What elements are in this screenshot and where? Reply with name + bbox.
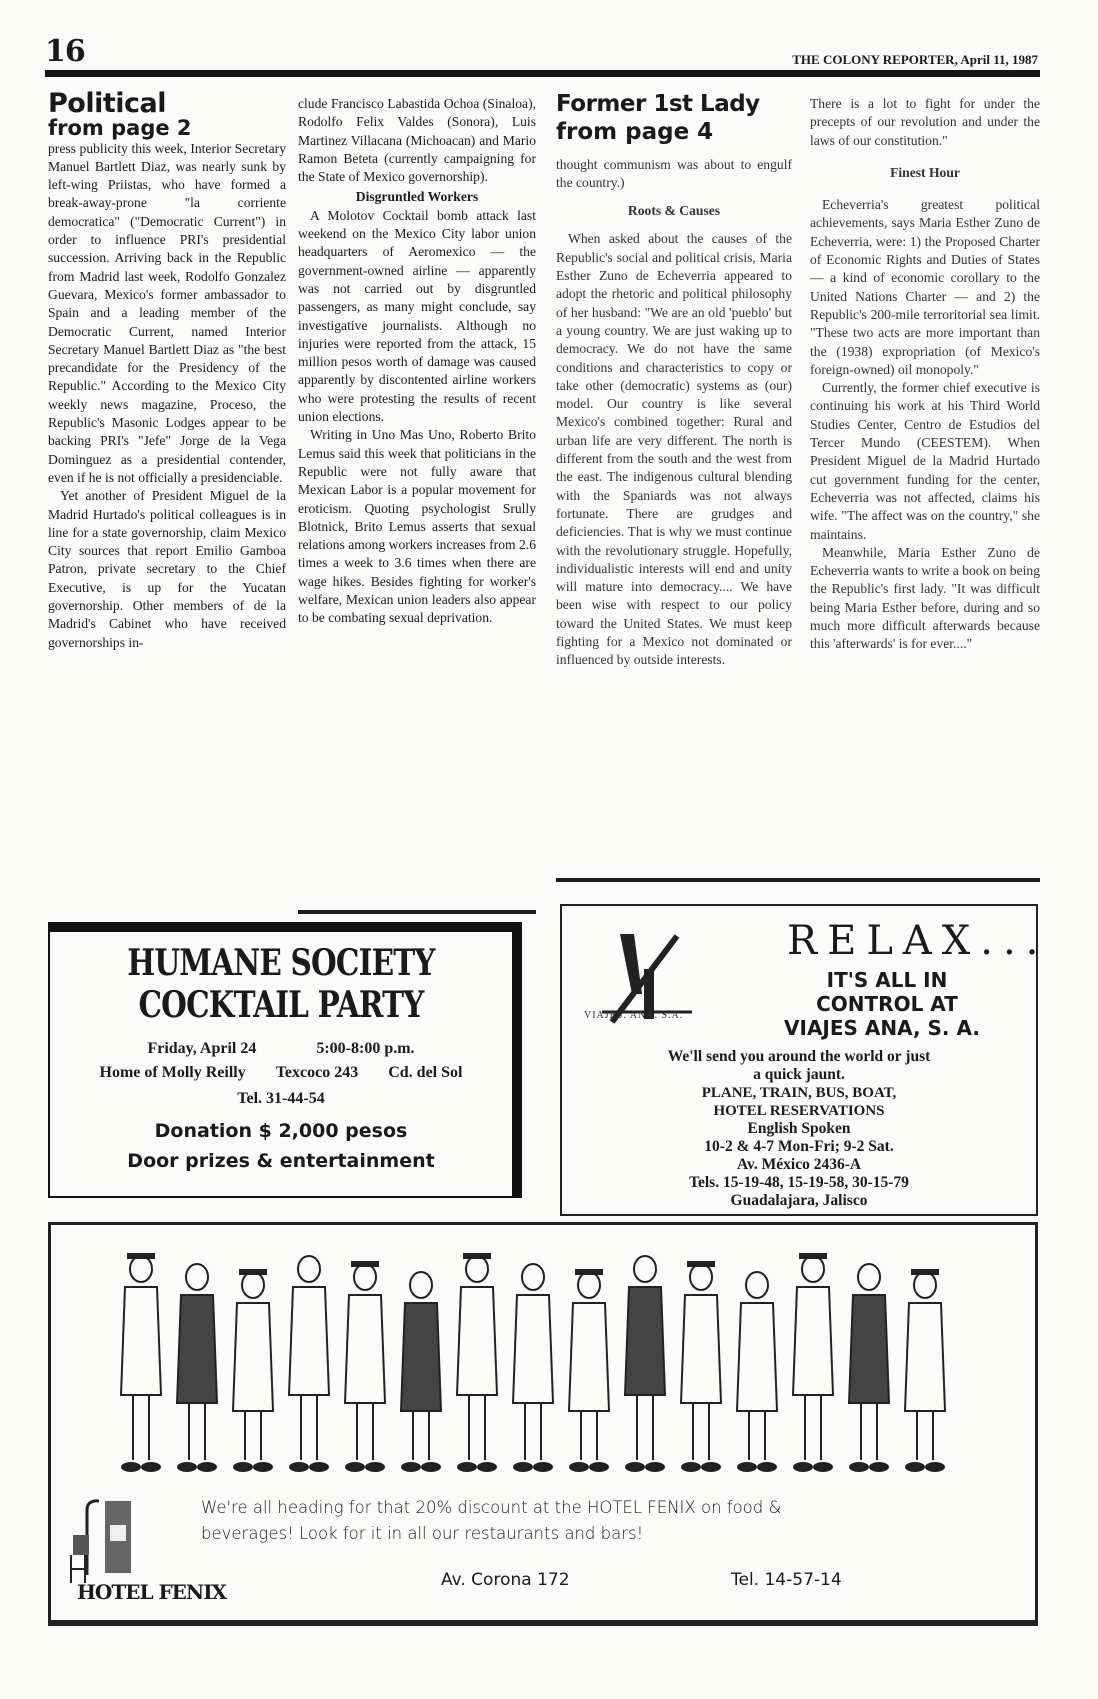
event-date: Friday, April 24 [147,1040,257,1057]
hotel-phone: Tel. 14-57-14 [731,1570,842,1590]
cartoon-figure [289,1256,329,1472]
paragraph: press publicity this week, Interior Secretary Manuel Bartlett Diaz, was nearly sunk by left-wing Priistas, who have formed a break-away-prone "la corriente democratica" ("Democratic Current") in order to influence PRI's presidential succession. Arriving back in the Republic from Madrid last week, Rodolfo Gonzalez Guevara, Mexico's former ambassador to Spain and a leading member of the Democratic Current, named Interior Secretary Manuel Bartlett Diaz as "the best precandidate for the Presidency of the Republic." According to the Mexico City weekly news magazine, Proceso, the Republic's Masonic Lodges appear to be backing PRI's "Jefe" Jorge de la Vega Dominguez as a presidential contender, even if he is not officially a presidenciable. [48,140,286,485]
paragraph: Currently, the former chief executive is continuing his work at his Third World Studies Center, Centro de Estudios del Tercer Mundo (CEESTEM). When President Miguel de la Madrid Hurtado cut government funding for the center, Echeverria was not affected, claims his wife. "The affect was on the country," she maintains. [810,380,1040,542]
first-lady-column-1 [556,91,792,670]
event-host: Home of Molly Reilly [99,1064,246,1081]
ad-title: COCKTAIL PARTY [138,984,424,1026]
event-phone: Tel. 31-44-54 [237,1090,325,1107]
first-lady-jump-line: from page 4 [556,119,714,146]
ad-line: PLANE, TRAIN, BUS, BOAT, [701,1085,897,1101]
cartoon-figure [401,1272,441,1472]
cartoon-figure [793,1253,833,1472]
ad-title: HUMANE SOCIETY [127,942,435,984]
paragraph: When asked about the causes of the Republic's social and political crisis, Maria Esther Zuno de Echeverria appeared to adopt the rhetoric and political philosophy of her husband: "We are an old 'pueblo' but a young country. We are just waking up to democracy. We do not have the same conditions and characteristics to copy or take other (democratic) systems as (our) model. Our country is like several Mexico's combined together: Rural and urban life are very different. The north is different from the south and the west from the east. The indigenous cultural blending with the Spaniards was not always fortunate. There are grudges and deficiencies. That is why we must continue with the revolutionary struggle. Hopefully, individualistic interests will end and unity will mature into democracy.... We have been wise with respect to our policy toward the United States. We must keep fighting for a Mexico not dominated or influenced by outside interests. [556,231,792,668]
cartoon-figure [345,1261,385,1472]
paragraph: Meanwhile, Maria Esther Zuno de Echeverria wants to write a book on being the Republic's first lady. "It was difficult being Maria Esther before, during and so much more difficult afterwards because this 'afterwards' is for ever...." [810,544,1040,652]
cartoon-figure [737,1272,777,1472]
paragraph: Writing in Uno Mas Uno, Roberto Brito Lemus said this week that politicians in the Republic were not fully aware that Mexican Labor is a popular movement for eroticism. Quoting psychologist Srully Blotnick, Brito Lemus asserts that sexual relations among workers increases from 2.6 times a week to 3.6 times when there are wage hikes. Besides fighting for worker's welfare, Mexican union leaders also appear to be combating sexual deprivation. [298,427,536,626]
ad-line: Guadalajara, Jalisco [730,1192,868,1209]
crowd-illustration [111,1235,971,1485]
event-street: Texcoco 243 [275,1064,359,1081]
ad-line: a quick jaunt. [753,1066,845,1083]
ad-line: Av. México 2436-A [736,1156,862,1173]
cartoon-figure [457,1253,497,1472]
masthead: THE COLONY REPORTER, April 11, 1987 [792,52,1038,67]
ad-line: 10-2 & 4-7 Mon-Fri; 9-2 Sat. [704,1138,894,1155]
humane-society-ad [48,922,522,1198]
event-time: 5:00-8:00 p.m. [316,1040,415,1057]
cartoon-figure [625,1256,665,1472]
first-lady-column-2 [810,95,1040,654]
donation: Donation $ 2,000 pesos [154,1120,408,1142]
top-rule [45,70,1040,77]
door-prizes: Door prizes & entertainment [127,1150,435,1172]
political-headline: Political [48,88,166,119]
cartoon-figure [569,1269,609,1472]
cartoon-figure [121,1253,161,1472]
hotel-name: HOTEL FENIX [77,1580,227,1604]
political-column-1 [48,88,286,652]
ad-subhead: IT'S ALL IN [826,968,948,992]
ad-line: English Spoken [747,1120,851,1137]
paragraph: Echeverria's greatest political achievements, says Maria Esther Zuno de Echeverria, were: 1) the Proposed Charter of Economic Rights and Duties of States — a kind of economic corollary to the United Nations Charter — and 2) the Republic's 200-mile terroritorial sea limit. "These two acts are more important than the (1938) expropriation (of Mexico's foreign-owned) oil monopoly." [810,197,1040,377]
paragraph: Yet another of President Miguel de la Madrid Hurtado's political colleagues is in line for a state governorship, claim Mexico City sources that report Emilio Gamboa Patron, private secretary to the Chief Executive, is up for the Yucatan governorship. Other members of de la Madrid's Cabinet who have received governorships in- [48,488,286,650]
promo-line: beverages! Look for it in all our restaurants and bars! [201,1524,644,1543]
ad-line: We'll send you around the world or just [667,1048,931,1065]
subhead-finest-hour: Finest Hour [890,164,960,180]
cartoon-figure [513,1264,553,1472]
cartoon-figure [849,1264,889,1472]
paragraph: A Molotov Cocktail bomb attack last weekend on the Mexico City labor union headquarters of Aeromexico — the government-owned airline — apparently was not carried out by disgruntled passengers, as many might conclude, say investigative journalists. Although no injuries were reported from the attack, 15 million pesos worth of damage was caused apparently by discontented airline workers who were protesting the results of recent union elections. [298,207,536,425]
first-lady-headline: Former 1st Lady [556,91,760,117]
subhead-roots-causes: Roots & Causes [627,203,721,219]
hotel-fenix-logo-icon [65,1495,135,1585]
ad-line: HOTEL RESERVATIONS [713,1103,885,1119]
paragraph: clude Francisco Labastida Ochoa (Sinaloa), Rodolfo Felix Valdes (Sonora), Luis Martinez Villacana (Michoacan) and Mario Ramon Beteta (currently campaigning for the State of Mexico governorship). [298,96,536,185]
paragraph: thought communism was about to engulf the country.) [556,156,792,190]
ad-body [562,1048,1036,1210]
column-end-rule [298,910,536,914]
ad-headline: RELAX... [787,918,1049,964]
logo-caption: VIAJES. ANA. S.A. [584,1010,684,1021]
cartoon-figure [233,1269,273,1472]
political-column-2 [298,95,536,628]
page-number: 16 [45,34,85,69]
ad-subhead: CONTROL AT [816,992,958,1016]
hotel-fenix-ad [48,1222,1038,1626]
political-jump-line: from page 2 [48,116,192,141]
paragraph: There is a lot to fight for under the precepts of our revolution and under the laws of our constitution." [810,96,1040,148]
cartoon-figure [681,1261,721,1472]
promo-line: We're all heading for that 20% discount at the HOTEL FENIX on food & [201,1498,782,1517]
ad-line: Tels. 15-19-48, 15-19-58, 30-15-79 [689,1174,909,1191]
cartoon-figure [177,1264,217,1472]
ad-subhead: VIAJES ANA, S. A. [784,1016,980,1040]
column-end-rule [556,878,1040,882]
hotel-address: Av. Corona 172 [441,1570,570,1590]
promo-text [201,1495,991,1547]
event-area: Cd. del Sol [388,1064,463,1081]
cartoon-figure [905,1269,945,1472]
subhead-disgruntled-workers: Disgruntled Workers [355,189,479,205]
viajes-ana-ad [560,904,1049,1216]
